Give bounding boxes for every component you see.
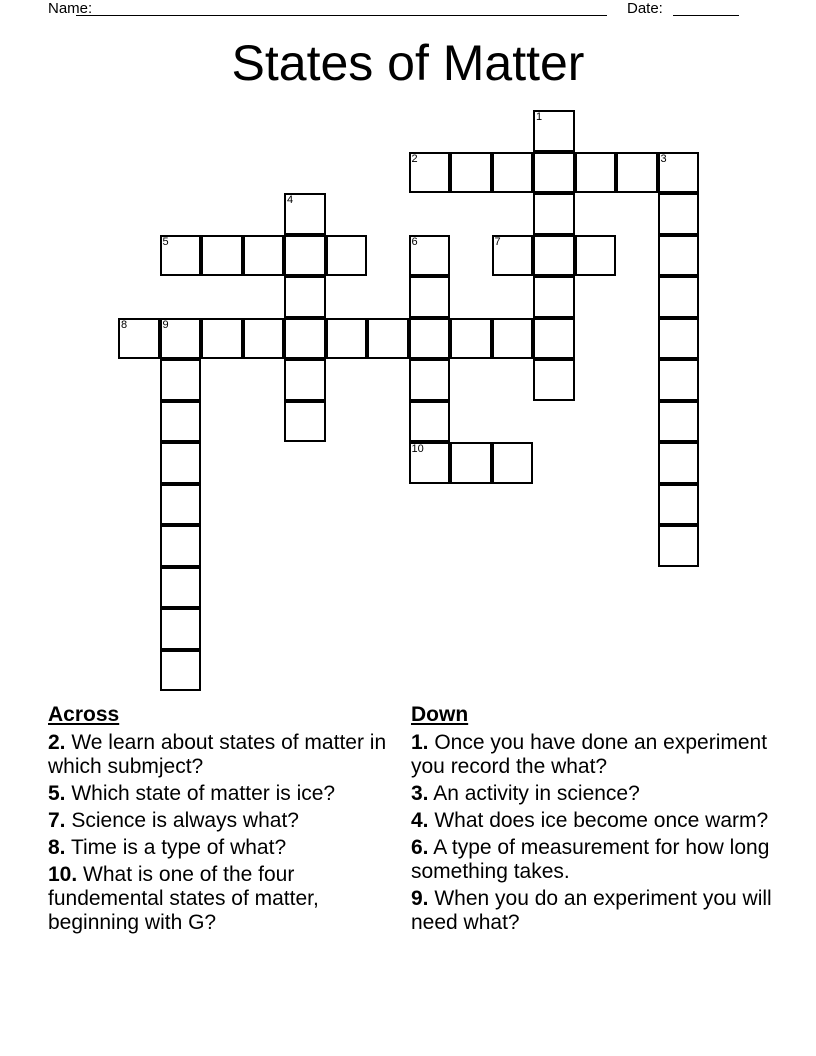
clue-down-1: 1. Once you have done an experiment you record the what?: [411, 731, 768, 778]
grid-cell[interactable]: [367, 318, 409, 360]
clue-number: 9: [162, 318, 169, 331]
clue-number: 1: [536, 111, 543, 123]
grid-cell[interactable]: [575, 235, 617, 277]
grid-cell[interactable]: [492, 235, 534, 277]
grid-cell[interactable]: [118, 318, 160, 360]
grid-cell[interactable]: [284, 276, 326, 318]
page-title: States of Matter: [231, 35, 585, 91]
grid-cell[interactable]: [450, 152, 492, 194]
clue-number: 2: [411, 152, 418, 165]
grid-cell[interactable]: [658, 359, 700, 401]
clue-across-7: 7. Science is always what?: [48, 809, 299, 832]
grid-cell[interactable]: [616, 152, 658, 194]
clue-number: 10: [411, 443, 424, 455]
name-label: Name:: [48, 0, 93, 17]
clue-down-3: 3. An activity in science?: [411, 782, 640, 805]
clue-number: 4: [287, 194, 294, 206]
grid-cell[interactable]: [492, 318, 534, 360]
across-clues: [48, 703, 388, 938]
grid-cell[interactable]: [492, 442, 534, 484]
grid-cell[interactable]: [492, 152, 534, 194]
clue-down-9: 9. When you do an experiment you will need what?: [411, 887, 772, 934]
grid-cell[interactable]: [658, 401, 700, 443]
grid-cell[interactable]: [409, 318, 451, 360]
date-label: Date:: [627, 0, 663, 17]
grid-cell[interactable]: [658, 442, 700, 484]
grid-cell[interactable]: [160, 401, 202, 443]
grid-cell[interactable]: [409, 359, 451, 401]
clue-across-8: 8. Time is a type of what?: [48, 836, 287, 859]
grid-cell[interactable]: [160, 442, 202, 484]
grid-cell[interactable]: [160, 567, 202, 609]
grid-cell[interactable]: [409, 235, 451, 277]
clue-number: 3: [660, 152, 667, 165]
grid-cell[interactable]: [201, 235, 243, 277]
grid-cell[interactable]: [160, 484, 202, 526]
grid-cell[interactable]: [409, 401, 451, 443]
grid-cell[interactable]: [575, 152, 617, 194]
grid-cell[interactable]: [160, 525, 202, 567]
grid-cell[interactable]: [160, 608, 202, 650]
clue-across-10: 10. What is one of the four fundemental states of matter, beginning with G?: [48, 863, 319, 934]
grid-cell[interactable]: [450, 318, 492, 360]
clue-across-2: 2. We learn about states of matter in which submject?: [48, 731, 387, 778]
grid-cell[interactable]: [533, 318, 575, 360]
grid-cell[interactable]: [284, 359, 326, 401]
grid-cell[interactable]: [326, 318, 368, 360]
grid-cell[interactable]: [533, 110, 575, 152]
clue-down-6: 6. A type of measurement for how long something takes.: [411, 836, 770, 883]
clue-across-5: 5. Which state of matter is ice?: [48, 782, 336, 805]
grid-cell[interactable]: [533, 152, 575, 194]
grid-cell[interactable]: [326, 235, 368, 277]
grid-cell[interactable]: [409, 442, 451, 484]
down-heading: Down: [411, 703, 469, 726]
grid-cell[interactable]: [533, 193, 575, 235]
clue-number: 8: [121, 318, 128, 331]
grid-cell[interactable]: [160, 235, 202, 277]
grid-cell[interactable]: [284, 193, 326, 235]
clue-number: 5: [162, 235, 169, 248]
grid-cell[interactable]: [284, 318, 326, 360]
grid-cell[interactable]: [533, 276, 575, 318]
grid-cell[interactable]: [160, 318, 202, 360]
grid-cell[interactable]: [450, 442, 492, 484]
clue-number: 6: [411, 235, 418, 248]
grid-cell[interactable]: [409, 152, 451, 194]
grid-cell[interactable]: [243, 235, 285, 277]
grid-cell[interactable]: [533, 359, 575, 401]
grid-cell[interactable]: [533, 235, 575, 277]
clue-down-4: 4. What does ice become once warm?: [411, 809, 769, 832]
clue-number: 7: [494, 235, 501, 248]
grid-cell[interactable]: [409, 276, 451, 318]
down-clues: [411, 703, 781, 938]
grid-cell[interactable]: [658, 484, 700, 526]
grid-cell[interactable]: [160, 359, 202, 401]
grid-cell[interactable]: [284, 401, 326, 443]
grid-cell[interactable]: [658, 193, 700, 235]
grid-cell[interactable]: [658, 318, 700, 360]
grid-cell[interactable]: [658, 525, 700, 567]
grid-cell[interactable]: [658, 152, 700, 194]
grid-cell[interactable]: [243, 318, 285, 360]
across-heading: Across: [48, 703, 120, 726]
grid-cell[interactable]: [658, 235, 700, 277]
grid-cell[interactable]: [201, 318, 243, 360]
grid-cell[interactable]: [284, 235, 326, 277]
grid-cell[interactable]: [658, 276, 700, 318]
grid-cell[interactable]: [160, 650, 202, 692]
